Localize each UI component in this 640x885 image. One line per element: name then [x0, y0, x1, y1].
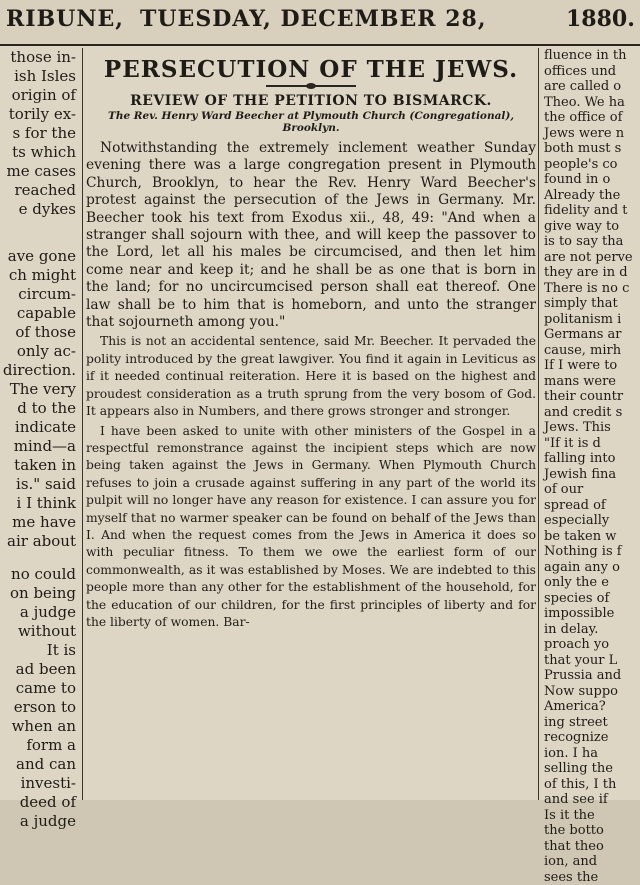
left-line: capable [0, 304, 80, 323]
article-paragraph: Notwithstanding the extremely inclement weather Sunday evening there was a large congregation present in Plymouth Church, Brooklyn, to hear the Rev. Henry Ward Beecher's protest against the persecution of the Jews in Germany. Mr. Beecher took his text from Exodus xii., 48, 49: "And when a stranger shall sojourn with thee, and will keep the passover to the Lord, let all his males be circumcised, and then let him come near and keep it; and he shall be as one that is born in the land; for no uncircumcised person shall eat thereof. One law shall be to him that is homeborn, and unto the stranger that sojourneth among you." [86, 140, 536, 331]
left-block-3 [0, 565, 80, 831]
article [86, 48, 536, 800]
right-line: ion. I ha [540, 746, 640, 762]
left-line: on being [0, 584, 80, 603]
right-line: that your L [540, 653, 640, 669]
right-line: Already the [540, 188, 640, 204]
left-line: ch might [0, 266, 80, 285]
left-line: came to [0, 679, 80, 698]
right-line: of our [540, 482, 640, 498]
left-line: reached [0, 181, 80, 200]
right-line: their countr [540, 389, 640, 405]
right-line: selling the [540, 761, 640, 777]
right-line: politanism i [540, 312, 640, 328]
right-line: they are in d [540, 265, 640, 281]
right-line: are not perve [540, 250, 640, 266]
left-line: indicate [0, 418, 80, 437]
left-line: The very [0, 380, 80, 399]
column-rule [538, 48, 539, 800]
right-line: fluence in th [540, 48, 640, 64]
masthead-date: TUESDAY, DECEMBER 28, [140, 6, 487, 32]
right-line: again any o [540, 560, 640, 576]
right-line: found in o [540, 172, 640, 188]
article-byline: The Rev. Henry Ward Beecher at Plymouth Church (Congregational), Brooklyn. [92, 110, 530, 134]
left-line: ad been [0, 660, 80, 679]
left-line: ave gone [0, 247, 80, 266]
left-line: and can [0, 755, 80, 774]
left-block-1 [0, 48, 80, 219]
right-line: recognize [540, 730, 640, 746]
right-line: "If it is d [540, 436, 640, 452]
right-line: impossible [540, 606, 640, 622]
right-line: fidelity and t [540, 203, 640, 219]
right-line: especially [540, 513, 640, 529]
right-line: that theo [540, 839, 640, 855]
right-line: the botto [540, 823, 640, 839]
right-line: simply that [540, 296, 640, 312]
left-line: d to the [0, 399, 80, 418]
right-column-lines [540, 48, 640, 885]
left-line: ish Isles [0, 67, 80, 86]
right-line: falling into [540, 451, 640, 467]
left-line: investi- [0, 774, 80, 793]
right-line: proach yo [540, 637, 640, 653]
left-line: It is [0, 641, 80, 660]
left-block-2 [0, 247, 80, 551]
right-line: There is no c [540, 281, 640, 297]
article-paragraph: This is not an accidental sentence, said Mr. Beecher. It pervaded the polity introduced by the great lawgiver. You find it again in Leviticus as if it needed continual reiteration. Here it is based on the highest and proudest consideration as a truth sprung from the very bosom of God. It appears also in Numbers, and there grows stronger and stronger. [86, 333, 536, 420]
right-line: Is it the [540, 808, 640, 824]
right-column [540, 48, 640, 800]
left-line: taken in [0, 456, 80, 475]
left-column [0, 48, 80, 800]
left-line: torily ex- [0, 105, 80, 124]
right-line: spread of [540, 498, 640, 514]
right-line: and see if [540, 792, 640, 808]
left-line: form a [0, 736, 80, 755]
right-line: only the e [540, 575, 640, 591]
left-line: when an [0, 717, 80, 736]
right-line: and credit s [540, 405, 640, 421]
masthead-paper-name: RIBUNE, [6, 6, 124, 32]
right-line: Germans ar [540, 327, 640, 343]
right-line: the office of [540, 110, 640, 126]
left-line: s for the [0, 124, 80, 143]
right-line: Nothing is f [540, 544, 640, 560]
right-line: America? [540, 699, 640, 715]
right-line: sees the [540, 870, 640, 885]
masthead [0, 0, 640, 46]
right-line: of this, I th [540, 777, 640, 793]
left-line: a judge [0, 603, 80, 622]
left-line: e dykes [0, 200, 80, 219]
right-line: If I were to [540, 358, 640, 374]
left-line: mind—a [0, 437, 80, 456]
right-line: is to say tha [540, 234, 640, 250]
left-line: deed of [0, 793, 80, 812]
right-line: mans were [540, 374, 640, 390]
left-line: origin of [0, 86, 80, 105]
left-line: a judge [0, 812, 80, 831]
left-line: me cases [0, 162, 80, 181]
left-line: erson to [0, 698, 80, 717]
left-line: i I think [0, 494, 80, 513]
left-line: direction. [0, 361, 80, 380]
right-line: Jews were n [540, 126, 640, 142]
article-subhead: REVIEW OF THE PETITION TO BISMARCK. [86, 93, 536, 109]
right-line: offices und [540, 64, 640, 80]
right-line: Now suppo [540, 684, 640, 700]
left-line: of those [0, 323, 80, 342]
masthead-year: 1880. [566, 6, 635, 32]
article-body [86, 140, 536, 631]
left-line: air about [0, 532, 80, 551]
column-rule [82, 48, 83, 800]
left-line: me have [0, 513, 80, 532]
right-line: Jews. This [540, 420, 640, 436]
headline-divider [266, 85, 356, 87]
right-line: ion, and [540, 854, 640, 870]
left-line: circum- [0, 285, 80, 304]
article-headline: PERSECUTION OF THE JEWS. [86, 56, 536, 83]
right-line: give way to [540, 219, 640, 235]
right-line: are called o [540, 79, 640, 95]
right-line: cause, mirh [540, 343, 640, 359]
right-line: people's co [540, 157, 640, 173]
right-line: be taken w [540, 529, 640, 545]
left-line: is." said [0, 475, 80, 494]
left-line: without [0, 622, 80, 641]
article-paragraph: I have been asked to unite with other ministers of the Gospel in a respectful remonstrance against the incipient steps which are now being taken against the Jews in Germany. When Plymouth Church refuses to join a crusade against suffering in any part of the world its pulpit will no longer have any reason for existence. I can assure you for myself that no warmer speaker can be found on behalf of the Jews than I. And when the request comes from the Jews in America it does so with peculiar fitness. To them we owe the earliest form of our commonwealth, as it was established by Moses. We are indebted to this people more than any other for the establishment of the household, for the education of our children, for the first principles of liberty and for the liberty of women. Bar- [86, 423, 536, 632]
left-line: no could [0, 565, 80, 584]
left-line: those in- [0, 48, 80, 67]
right-line: both must s [540, 141, 640, 157]
right-line: Jewish fina [540, 467, 640, 483]
right-line: in delay. [540, 622, 640, 638]
right-line: Prussia and [540, 668, 640, 684]
right-line: Theo. We ha [540, 95, 640, 111]
left-line: ts which [0, 143, 80, 162]
right-line: species of [540, 591, 640, 607]
right-line: ing street [540, 715, 640, 731]
left-line: only ac- [0, 342, 80, 361]
